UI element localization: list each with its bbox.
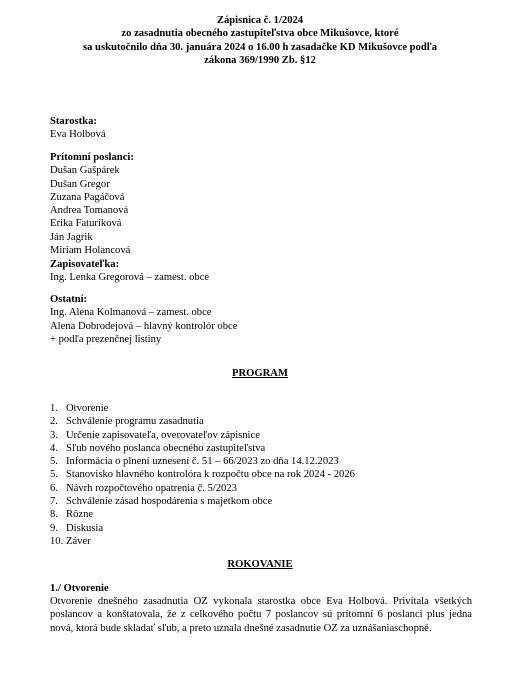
program-item-text: Určenie zapisovateľa, overovateľov zápisnice — [66, 429, 260, 441]
others-section — [50, 293, 490, 346]
deputies-section — [50, 151, 490, 257]
program-item — [50, 522, 490, 535]
others-line: + podľa prezenčnej listiny — [50, 333, 162, 345]
program-item — [50, 442, 490, 455]
program-item — [50, 402, 490, 415]
program-item-number: 1. — [50, 403, 58, 414]
program-item-number: 3. — [50, 429, 58, 441]
program-item-number: 5. — [50, 456, 58, 468]
agenda-item-paragraph: Otvorenie dnešného zasadnutia OZ vykonala starostka obce Eva Holbová. Privítala všetkých poslancov a konštatovala, že z celkového počtu 7 poslancov sú prítomní 6 poslanci plus jedna nová, ktorá bude skladať sľub, a preto uznala dnešné zasadnutie OZ za uznášaniaschopné. — [50, 596, 472, 634]
deputy-name: Dušan Gašpárek — [50, 165, 120, 177]
title-line-1: Zápisnica č. 1/2024 — [216, 15, 304, 26]
deputy-name: Dušan Gregor — [50, 178, 110, 190]
agenda-item-heading: 1./ Otvorenie — [50, 583, 109, 594]
program-item — [50, 482, 490, 495]
document-title — [40, 14, 480, 67]
program-item — [50, 508, 490, 521]
program-item-text: Rôzne — [66, 509, 94, 521]
program-item-number: 9. — [50, 522, 58, 534]
deputy-name: Ján Jagrik — [50, 231, 93, 243]
deputy-name: Zuzana Pagáčová — [50, 191, 125, 203]
title-line-4: zákona 369/1990 Zb. §12 — [204, 54, 316, 66]
program-item — [50, 535, 490, 548]
others-heading: Ostatní: — [50, 294, 88, 305]
program-item — [50, 415, 490, 428]
program-item-number: 5. — [50, 469, 58, 481]
program-item — [50, 495, 490, 508]
program-item — [50, 429, 490, 442]
program-item-number: 4. — [50, 442, 58, 454]
recorder-section — [50, 258, 490, 285]
program-item-text: Informácia o plnení uznesení č. 51 – 66/2023 zo dňa 14.12.2023 — [66, 456, 339, 468]
program-item-number: 6. — [50, 482, 58, 494]
program-item-text: Otvorenie — [66, 403, 109, 414]
title-line-3: sa uskutočnilo dňa 30. januára 2024 o 16.00 h zasadačke KD Mikušovce podľa — [82, 41, 438, 53]
program-item-text: Sľub nového poslanca obecného zastupiteľstva — [66, 442, 266, 454]
program-item-text: Stanovisko hlavného kontrolóra k rozpočtu obce na rok 2024 - 2026 — [66, 469, 355, 481]
rokovanie-heading: ROKOVANIE — [227, 559, 293, 570]
program-item-number: 8. — [50, 509, 58, 521]
program-item — [50, 468, 490, 481]
program-list — [50, 402, 490, 548]
mayor-name: Eva Holbová — [50, 129, 106, 141]
program-heading: PROGRAM — [232, 368, 288, 379]
mayor-section — [50, 115, 490, 142]
deputy-name: Miriam Holancová — [50, 245, 131, 257]
deputies-heading: Prítomní poslanci: — [50, 152, 134, 163]
others-line: Alena Dobrodejová – hlavný kontrolór obce — [50, 320, 238, 332]
program-item-text: Návrh rozpočtového opatrenia č. 5/2023 — [66, 482, 237, 494]
program-item-text: Schválenie zásad hospodárenia s majetkom obce — [66, 496, 273, 508]
others-line: Ing. Alena Kolmanová – zamest. obce — [50, 307, 212, 319]
program-item — [50, 455, 490, 468]
title-line-2: zo zasadnutia obecného zastupiteľstva obce Mikušovce, ktoré — [121, 28, 399, 40]
mayor-heading: Starostka: — [50, 116, 97, 127]
deputy-name: Andrea Tomanová — [50, 205, 129, 217]
recorder-name: Ing. Lenka Gregorová – zamest. obce — [50, 272, 210, 284]
program-item-number: 10. — [50, 535, 64, 547]
program-item-text: Záver — [66, 535, 91, 547]
recorder-heading: Zapisovateľka: — [50, 259, 120, 270]
program-item-text: Diskusia — [66, 522, 104, 534]
deputy-name: Erika Faturíková — [50, 218, 122, 230]
program-item-number: 7. — [50, 496, 58, 508]
program-item-text: Schválenie programu zasadnutia — [66, 416, 204, 428]
program-item-number: 2. — [50, 416, 58, 428]
